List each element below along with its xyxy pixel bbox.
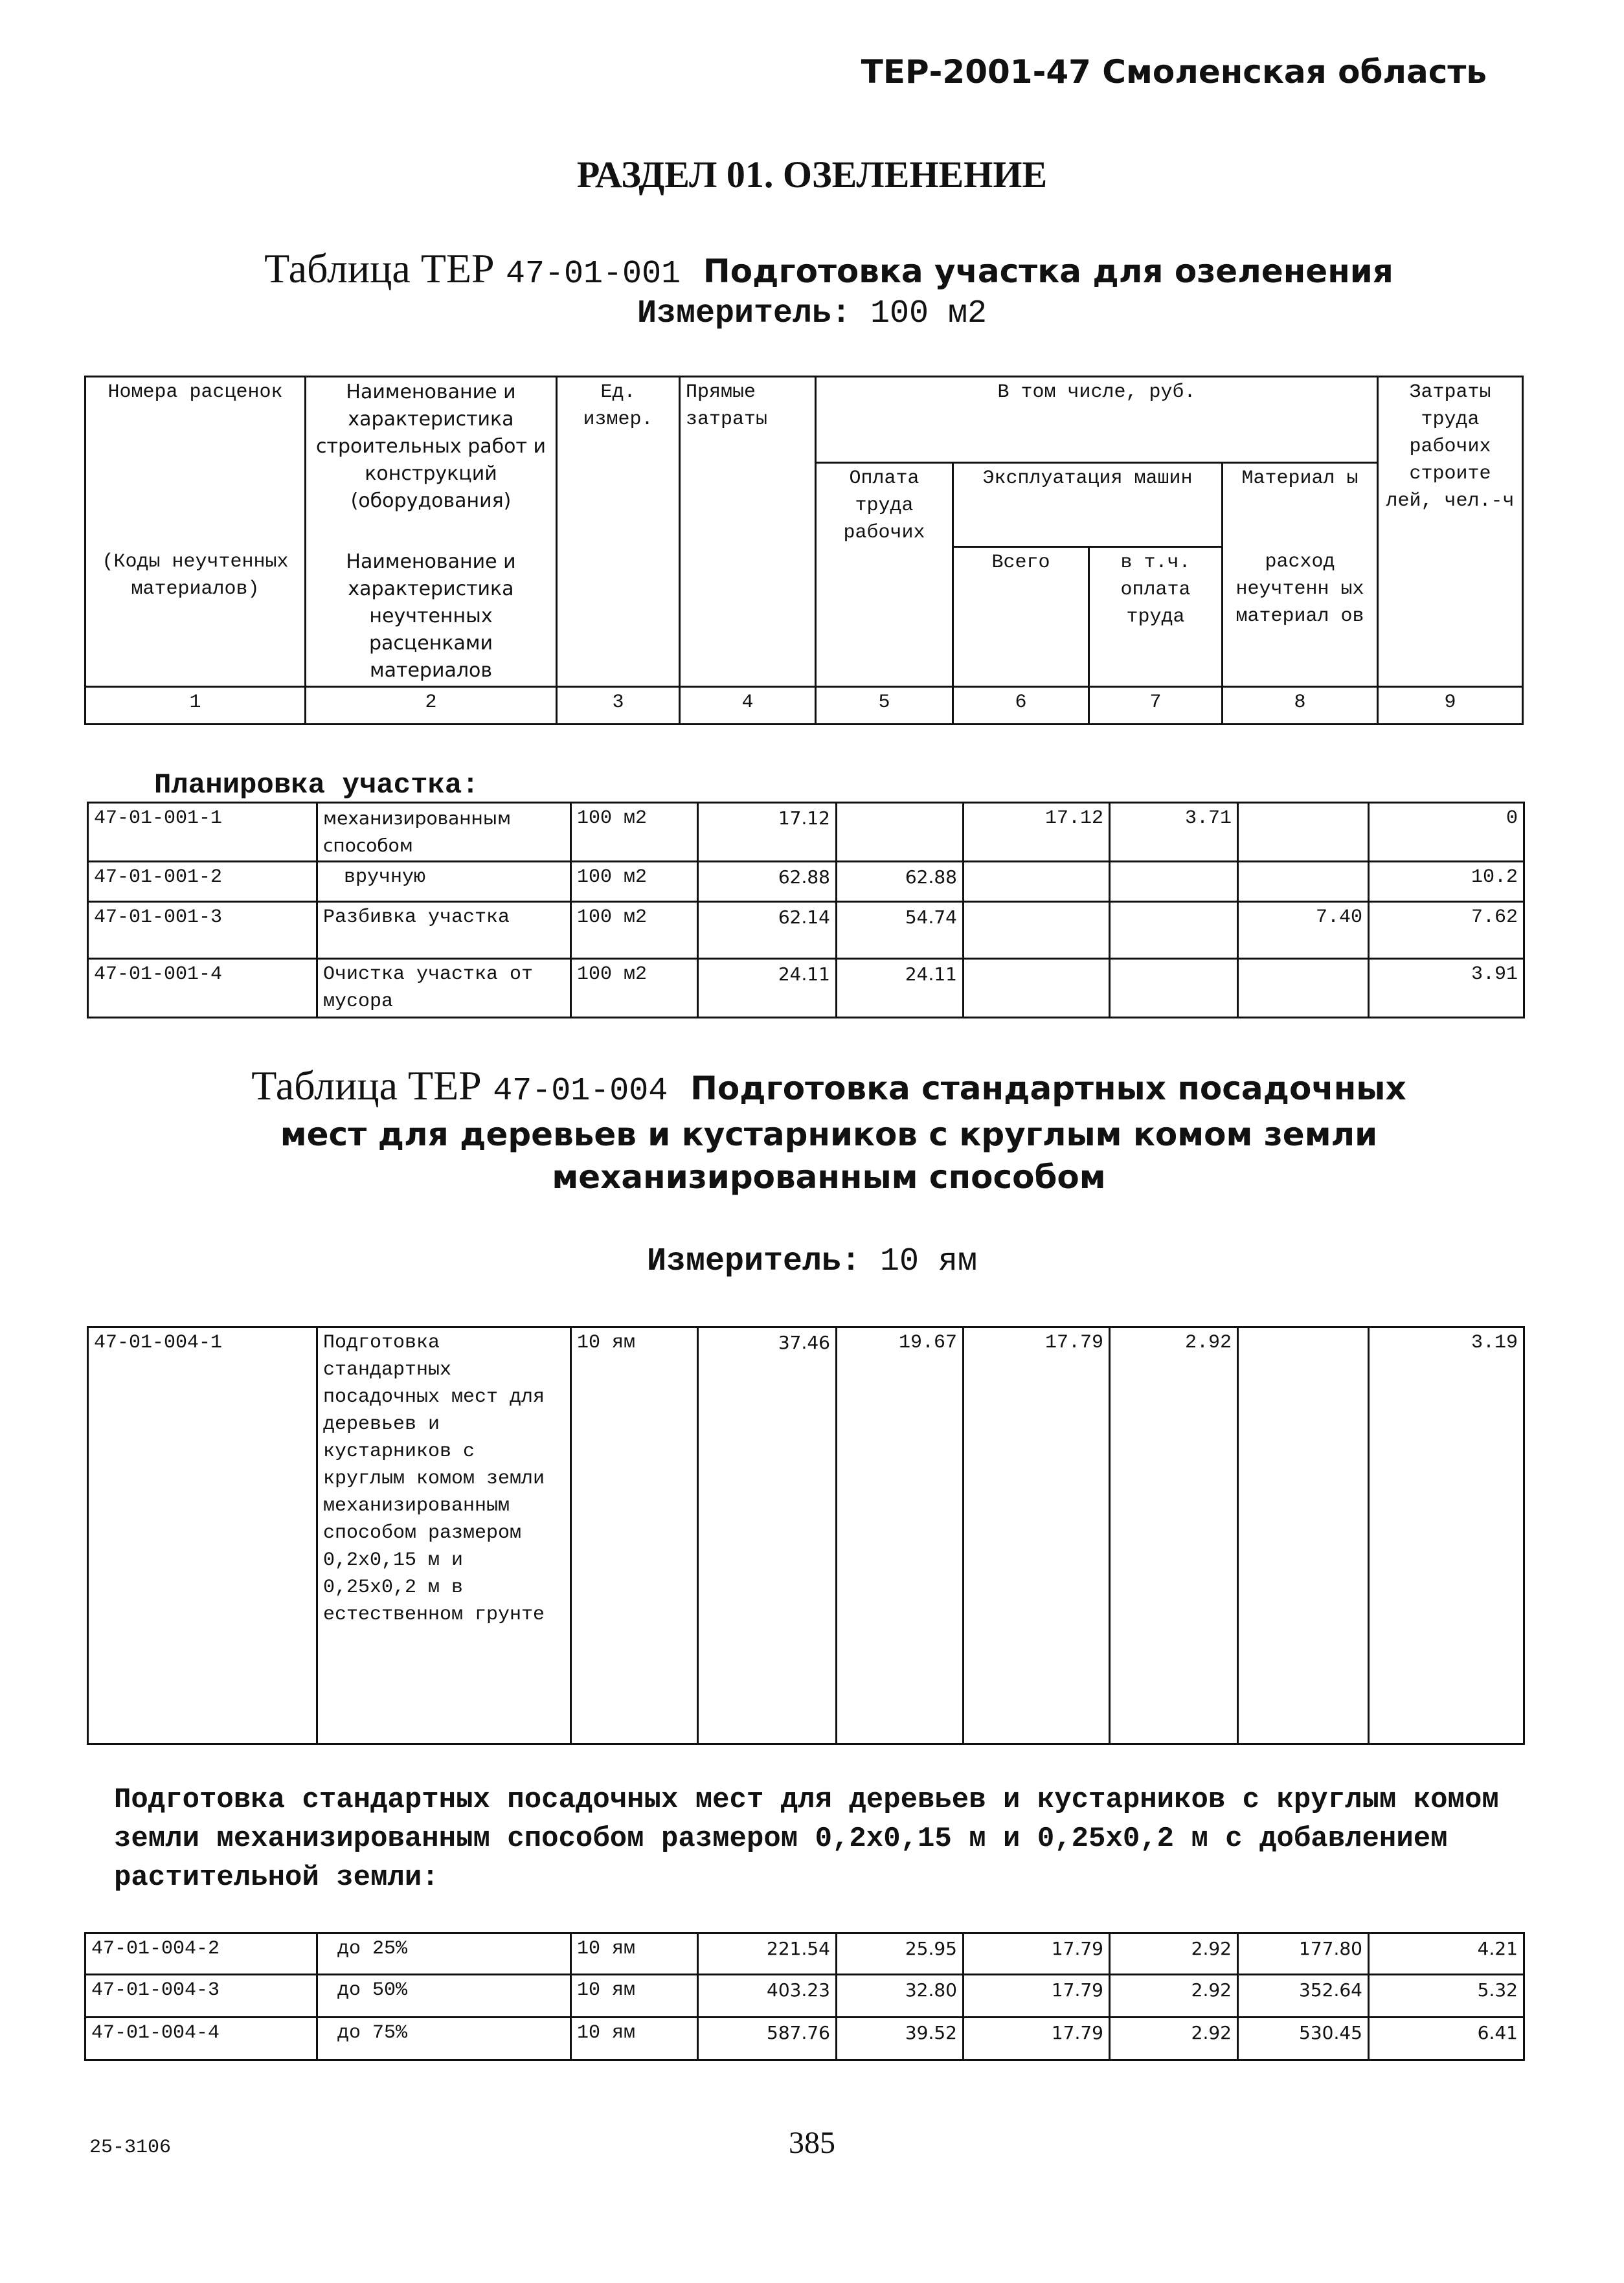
rate-code: 47-01-004-4 (85, 2018, 317, 2060)
table1-meter-value: 100 м2 (870, 295, 987, 332)
col-number: 6 (953, 686, 1089, 724)
rate-pay: 19.67 (837, 1327, 964, 1744)
rate-machine-pay (1110, 862, 1238, 902)
note-text: Подготовка стандартных посадочных мест для деревьев и кустарников с круглым комом земли механизированным способом размером 0,2x0,15 м и 0,25x0,2 м с добавлением растительной земли: (114, 1784, 1499, 1894)
table2-title (84, 1064, 1573, 1198)
col-number: 5 (816, 686, 953, 724)
rate-labor: 3.91 (1369, 959, 1524, 1018)
rate-unit: 100 м2 (571, 803, 698, 862)
rate-direct: 62.14 (698, 902, 837, 959)
table-row (88, 862, 1524, 902)
rates-table-1 (87, 802, 1525, 1018)
table2-title-line1 (84, 1064, 1573, 1113)
rate-code: 47-01-001-1 (88, 803, 317, 862)
table2-title-part1: Подготовка стандартных посадочных (690, 1070, 1406, 1107)
subheading-site-planning: Планировка участка: (154, 769, 479, 802)
rate-machine (964, 959, 1110, 1018)
rate-labor: 6.41 (1369, 2018, 1524, 2060)
rate-pay: 32.80 (837, 1975, 964, 2018)
rate-direct: 62.88 (698, 862, 837, 902)
rate-machine-pay (1110, 902, 1238, 959)
rates-table-2 (87, 1326, 1525, 1745)
rate-name: до 75% (317, 2018, 571, 2060)
header-machine-pay: в т.ч. оплата труда (1089, 547, 1223, 687)
table1-code: 47-01-001 (506, 256, 681, 293)
table2-meter-value: 10 ям (880, 1243, 978, 1280)
table1-meter-label: Измеритель: (637, 295, 851, 332)
rate-pay: 25.95 (837, 1933, 964, 1975)
header-material-usage: расход неучтенн ых материал ов (1223, 547, 1378, 687)
rate-machine-pay (1110, 959, 1238, 1018)
header-unaccounted-materials: Наименование и характеристика неучтенных расценками материалов (306, 547, 557, 687)
rate-name: вручную (317, 862, 571, 902)
table1-title (84, 247, 1573, 296)
header-work-name: Наименование и характеристика строительных работ и конструкций (оборудования) (306, 377, 557, 547)
header-unit: Ед. измер. (557, 377, 680, 687)
col-number: 7 (1089, 686, 1223, 724)
rate-labor: 4.21 (1369, 1933, 1524, 1975)
column-header-table (84, 376, 1524, 725)
rate-unit: 10 ям (571, 1975, 698, 2018)
table-row (85, 1933, 1524, 1975)
rate-code: 47-01-001-2 (88, 862, 317, 902)
rate-code: 47-01-004-3 (85, 1975, 317, 2018)
rate-machine: 17.79 (964, 1327, 1110, 1744)
table2-title-line2: мест для деревьев и кустарников с круглым комом земли (280, 1116, 1378, 1153)
section-title: РАЗДЕЛ 01. ОЗЕЛЕНЕНИЕ (576, 153, 1048, 196)
header-materials: Материал ы (1223, 463, 1378, 547)
header-material-codes: (Коды неучтенных материалов) (85, 547, 306, 687)
rate-code: 47-01-004-2 (85, 1933, 317, 1975)
rate-unit: 100 м2 (571, 959, 698, 1018)
rate-unit: 10 ям (571, 1933, 698, 1975)
rate-direct: 17.12 (698, 803, 837, 862)
rate-materials (1238, 862, 1369, 902)
page-number: 385 (789, 2126, 835, 2160)
rate-name: до 25% (317, 1933, 571, 1975)
rate-pay: 24.11 (837, 959, 964, 1018)
rate-pay: 39.52 (837, 2018, 964, 2060)
col-number: 3 (557, 686, 680, 724)
rate-labor: 7.62 (1369, 902, 1524, 959)
table2-code: 47-01-004 (493, 1073, 668, 1110)
table2-meter (0, 1243, 1624, 1280)
table-row (85, 2018, 1524, 2060)
table2-title-line3: механизированным способом (552, 1158, 1106, 1196)
rate-machine-pay: 2.92 (1110, 2018, 1238, 2060)
rate-name: Очистка участка от мусора (317, 959, 571, 1018)
rate-machine: 17.79 (964, 1975, 1110, 2018)
rate-name: Подготовка стандартных посадочных мест для деревьев и кустарников с круглым комом земли механизированным способом размером 0,2x0,15 м и 0,25x0,2 м в естественном грунте (317, 1327, 571, 1744)
rate-machine (964, 862, 1110, 902)
rate-unit: 100 м2 (571, 902, 698, 959)
rate-machine: 17.12 (964, 803, 1110, 862)
table1-meter (0, 295, 1624, 332)
rate-machine (964, 902, 1110, 959)
header-labor-costs: Затраты труда рабочих строите лей, чел.-ч (1378, 377, 1523, 687)
table-row (88, 902, 1524, 959)
rate-machine-pay: 2.92 (1110, 1975, 1238, 2018)
rate-machine: 17.79 (964, 1933, 1110, 1975)
rate-code: 47-01-004-1 (88, 1327, 317, 1744)
rate-direct: 403.23 (698, 1975, 837, 2018)
rate-machine-pay: 2.92 (1110, 1933, 1238, 1975)
rates-table-3 (84, 1932, 1525, 2061)
rate-direct: 37.46 (698, 1327, 837, 1744)
rate-code: 47-01-001-4 (88, 959, 317, 1018)
header-rate-numbers: Номера расценок (85, 377, 306, 547)
rate-unit: 100 м2 (571, 862, 698, 902)
rate-direct: 221.54 (698, 1933, 837, 1975)
table1-name: Подготовка участка для озеленения (703, 253, 1393, 290)
rate-machine: 17.79 (964, 2018, 1110, 2060)
rate-machine-pay: 2.92 (1110, 1327, 1238, 1744)
rate-labor: 3.19 (1369, 1327, 1524, 1744)
header-including: В том числе, руб. (816, 377, 1378, 463)
footer-print-code: 25-3106 (89, 2137, 172, 2159)
rate-labor: 10.2 (1369, 862, 1524, 902)
rate-labor: 0 (1369, 803, 1524, 862)
table2-title-lead: Таблица ТЕР (251, 1063, 482, 1108)
rate-name: до 50% (317, 1975, 571, 2018)
rate-name: механизированным способом (317, 803, 571, 862)
header-worker-pay: Оплата труда рабочих (816, 463, 953, 687)
header-machine-operation: Эксплуатация машин (953, 463, 1223, 547)
rate-pay: 54.74 (837, 902, 964, 959)
col-number: 2 (306, 686, 557, 724)
header-machine-total: Всего (953, 547, 1089, 687)
header-direct-costs: Прямые затраты (680, 377, 816, 687)
rate-materials: 530.45 (1238, 2018, 1369, 2060)
rate-direct: 24.11 (698, 959, 837, 1018)
rate-name: Разбивка участка (317, 902, 571, 959)
rate-materials (1238, 1327, 1369, 1744)
rate-code: 47-01-001-3 (88, 902, 317, 959)
rate-unit: 10 ям (571, 2018, 698, 2060)
table-row (88, 803, 1524, 862)
rate-pay (837, 803, 964, 862)
col-number: 4 (680, 686, 816, 724)
rate-materials: 7.40 (1238, 902, 1369, 959)
col-number: 1 (85, 686, 306, 724)
header-number-row (85, 686, 1523, 724)
rate-labor: 5.32 (1369, 1975, 1524, 2018)
rate-materials (1238, 803, 1369, 862)
col-number: 9 (1378, 686, 1523, 724)
rate-pay: 62.88 (837, 862, 964, 902)
rate-direct: 587.76 (698, 2018, 837, 2060)
table2-meter-label: Измеритель: (646, 1243, 861, 1280)
table-row (85, 1975, 1524, 2018)
rate-materials (1238, 959, 1369, 1018)
rate-machine-pay: 3.71 (1110, 803, 1238, 862)
col-number: 8 (1223, 686, 1378, 724)
table1-title-lead: Таблица ТЕР (264, 245, 495, 291)
document-header: ТЕР-2001-47 Смоленская область (861, 53, 1487, 91)
rate-materials: 352.64 (1238, 1975, 1369, 2018)
rate-materials: 177.80 (1238, 1933, 1369, 1975)
table-row (88, 959, 1524, 1018)
rate-unit: 10 ям (571, 1327, 698, 1744)
table-row (88, 1327, 1524, 1744)
